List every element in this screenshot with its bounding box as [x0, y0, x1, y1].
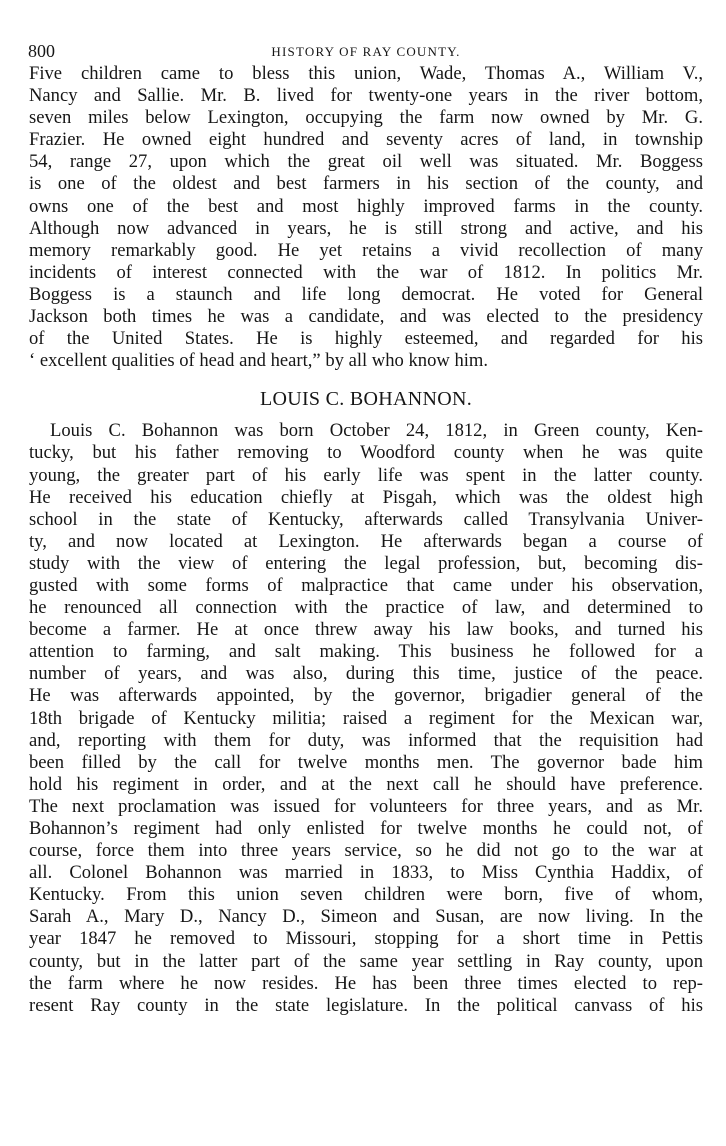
text-line: county, but in the latter part of the same year settling in Ray county, upon [29, 950, 703, 972]
text-line: and, reporting with them for duty, was informed that the requisition had [29, 729, 703, 751]
text-line: year 1847 he removed to Missouri, stopping for a short time in Pettis [29, 928, 703, 950]
paragraph-boggess-conclusion [29, 63, 703, 372]
text-line: The next proclamation was issued for volunteers for three years, and as Mr. [29, 795, 703, 817]
page-number: 800 [28, 41, 55, 61]
text-line: Frazier. He owned eight hundred and seventy acres of land, in township [29, 129, 703, 151]
text-line: study with the view of entering the legal profession, but, becoming dis- [29, 552, 703, 574]
text-line: become a farmer. He at once threw away his law books, and turned his [29, 619, 703, 641]
text-line: all. Colonel Bohannon was married in 1833, to Miss Cynthia Haddix, of [29, 862, 703, 884]
text-line: is one of the oldest and best farmers in his section of the county, and [29, 173, 703, 195]
text-line: gusted with some forms of malpractice that came under his observation, [29, 574, 703, 596]
page-header [29, 0, 703, 62]
text-line: the farm where he now resides. He has been three times elected to rep- [29, 972, 703, 994]
text-line: been filled by the call for twelve months men. The governor bade him [29, 751, 703, 773]
text-line: Boggess is a staunch and life long democrat. He voted for General [29, 283, 703, 305]
text-line: memory remarkably good. He yet retains a vivid recollection of many [29, 239, 703, 261]
text-line: 54, range 27, upon which the great oil well was situated. Mr. Boggess [29, 151, 703, 173]
text-line: number of years, and was also, during this time, justice of the peace. [29, 663, 703, 685]
text-line: attention to farming, and salt making. This business he followed for a [29, 641, 703, 663]
text-line: Louis C. Bohannon was born October 24, 1812, in Green county, Ken- [50, 420, 703, 442]
text-line: Nancy and Sallie. Mr. B. lived for twenty-one years in the river bottom, [29, 85, 703, 107]
text-line: school in the state of Kentucky, afterwards called Transylvania Univer- [29, 508, 703, 530]
text-line: Bohannon’s regiment had only enlisted for twelve months he could not, of [29, 818, 703, 839]
section-heading: LOUIS C. BOHANNON. [259, 388, 473, 411]
text-line: tucky, but his father removing to Woodford county when he was quite [29, 442, 703, 464]
text-line: ‘ excellent qualities of head and heart,” by all who know him. [29, 350, 489, 372]
text-line: He was afterwards appointed, by the governor, brigadier general of the [29, 685, 703, 707]
text-line: incidents of interest connected with the war of 1812. In politics Mr. [29, 261, 703, 283]
text-line: of the United States. He is highly esteemed, and regarded for his [29, 328, 703, 350]
text-line: Five children came to bless this union, Wade, Thomas A., William V., [29, 63, 703, 84]
text-line: resent Ray county in the state legislature. In the political canvass of his [29, 994, 703, 1016]
text-line: 18th brigade of Kentucky militia; raised a regiment for the Mexican war, [29, 707, 703, 729]
text-line: young, the greater part of his early life was spent in the latter county. [29, 464, 703, 486]
text-line: owns one of the best and most highly improved farms in the county. [29, 195, 703, 217]
text-line: He received his education chiefly at Pisgah, which was the oldest high [29, 486, 703, 508]
text-line: course, force them into three years service, so he did not go to the war at [29, 840, 703, 862]
text-line: Kentucky. From this union seven children were born, five of whom, [29, 884, 703, 906]
paragraph-bohannon-biography [29, 420, 703, 1017]
running-head: HISTORY OF RAY COUNTY. [271, 44, 461, 59]
text-line: Sarah A., Mary D., Nancy D., Simeon and Susan, are now living. In the [29, 906, 703, 928]
text-line: ty, and now located at Lexington. He afterwards began a course of [29, 530, 703, 552]
text-line: Although now advanced in years, he is still strong and active, and his [29, 217, 703, 239]
text-line: hold his regiment in order, and at the next call he should have preference. [29, 773, 703, 795]
book-page [29, 0, 703, 1017]
text-line: Jackson both times he was a candidate, and was elected to the presidency [29, 306, 703, 328]
text-line: seven miles below Lexington, occupying the farm now owned by Mr. G. [29, 107, 703, 129]
text-line: he renounced all connection with the practice of law, and determined to [29, 597, 703, 619]
